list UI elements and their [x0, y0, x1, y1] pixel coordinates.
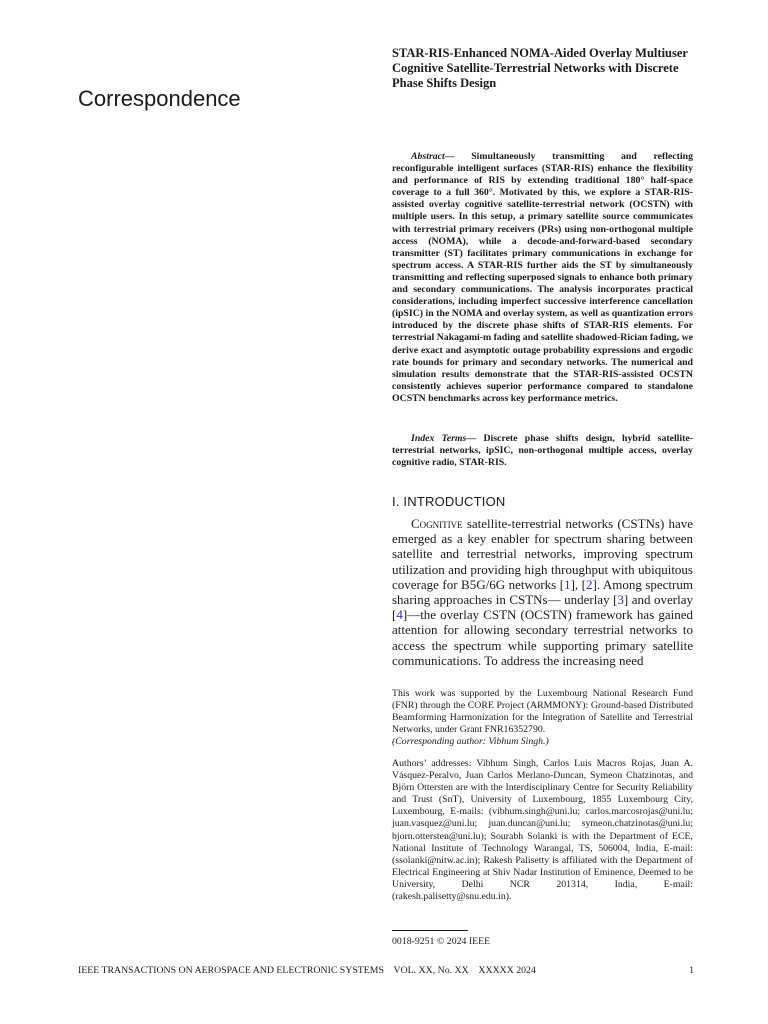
index-terms-lead: Index Terms [411, 433, 467, 444]
citation-link-3[interactable]: 3 [617, 592, 624, 608]
index-terms-text: — Discrete phase shifts design, hybrid satellite-terrestrial networks, ipSIC, non-orthogonal multiple access, overlay cognitive radio, STAR-RIS. [392, 433, 693, 469]
citation-link-1[interactable]: 1 [564, 576, 571, 592]
citation-link-2[interactable]: 2 [585, 576, 593, 592]
intro-text-3: and overlay [628, 592, 693, 608]
paper-title: STAR-RIS-Enhanced NOMA-Aided Overlay Multiuser Cognitive Satellite-Terrestrial Networks with Discrete Phase Shifts Design [392, 46, 688, 90]
funding-note [392, 688, 693, 748]
citation-link-4[interactable]: 4 [396, 607, 403, 623]
intro-text-1: satellite-terrestrial networks (CSTNs) have emerged as a key enabler for spectrum sharing between satellite and terrestrial networks, improving spectrum utilization and providing high throughput with ubiquitous coverage for B5G/6G networks [392, 516, 693, 592]
page-footer [78, 965, 694, 976]
page-number: 1 [689, 965, 694, 976]
intro-text-2: . Among spectrum sharing approaches in CSTNs— underlay [392, 576, 693, 608]
intro-first-word: Cognitive [411, 516, 463, 531]
intro-heading: I. INTRODUCTION [392, 494, 506, 509]
funding-text: This work was supported by the Luxembourg National Research Fund (FNR) through the CORE Project (ARMMONY): Ground-based Distributed Beamforming Harmonization for the Integration of Satellite and Terrestrial Networks, under Grant FNR16352790. [392, 688, 693, 736]
abstract-text: — Simultaneously transmitting and reflecting reconfigurable intelligent surfaces (STAR-RIS) enhance the flexibility and performance of RIS by extending traditional 180° half-space coverage to a full 360°. Motivated by this, we explore a STAR-RIS-assisted overlay cognitive satellite-terrestrial network (OCSTN) with multiple users. In this setup, a primary satellite source communicates with terrestrial primary receivers (PRs) using non-orthogonal multiple access (NOMA), while a decode-and-forward-based secondary transmitter (ST) facilitates primary communications in exchange for spectrum access. A STAR-RIS further aids the ST by simultaneously transmitting and reflecting superposed signals to enhance both primary and secondary communications. The analysis incorporates practical considerations, including imperfect successive interference cancellation (ipSIC) in the NOMA and overlay system, as well as quantization errors introduced by the discrete phase shifts of STAR-RIS elements. For terrestrial Nakagami-m fading and satellite shadowed-Rician fading, we derive exact and asymptotic outage probability expressions and ergodic rate bounds for primary and secondary networks. The numerical and simulation results demonstrate that the STAR-RIS-assisted OCSTN consistently achieves superior performance compared to standalone OCSTN benchmarks across key performance metrics. [392, 151, 693, 404]
copyright-line: 0018-9251 © 2024 IEEE [392, 936, 491, 947]
author-addresses: Authors’ addresses: Vibhum Singh, Carlos Luis Macros Rojas, Juan A. Vásquez-Peralvo, Juan Carlos Merlano-Duncan, Symeon Chatzinotas, and Björn Ottersten are with the Interdisciplinary Centre for Security Reliability and Trust (SnT), University of Luxembourg, 1855 Luxembourg City, Luxembourg, E-mails: (vibhum.singh@uni.lu; carlos.marcosrojas@uni.lu; juan.vasquez@uni.lu; juan.duncan@uni.lu; symeon.chatzinotas@uni.lu; bjorn.ottersten@uni.lu); Sourabh Solanki is with the Department of ECE, National Institute of Technology Warangal, TS, 506004, India, E-mail: (ssolanki@nitw.ac.in); Rakesh Palisetty is affiliated with the Department of Electrical Engineering at Shiv Nadar Institution of Eminence, Deemed to be University, Delhi NCR 201314, India, E-mail: (rakesh.palisetty@snu.edu.in). [392, 758, 693, 903]
abstract [392, 151, 693, 405]
corresponding-author: (Corresponding author: Vibhum Singh.) [392, 736, 549, 748]
journal-footer: IEEE TRANSACTIONS ON AEROSPACE AND ELECTRONIC SYSTEMS VOL. XX, No. XX XXXXX 2024 [78, 965, 536, 976]
section-label: Correspondence [78, 86, 241, 111]
intro-paragraph: Cognitive satellite-terrestrial networks (CSTNs) have emerged as a key enabler for spectrum sharing between satellite and terrestrial networks, improving spectrum utilization and providing high throughput with ubiquitous coverage for B5G/6G networks [1], [2]. Among spectrum sharing approaches in CSTNs— underlay [3] and overlay [4]—the overlay CSTN (OCSTN) framework has gained attention for allowing secondary terrestrial networks to access the spectrum while supporting primary satellite communications. To address the increasing need [392, 516, 693, 668]
footnote-rule [392, 930, 468, 931]
intro-text-4: —the overlay CSTN (OCSTN) framework has gained attention for allowing secondary terrestrial networks to access the spectrum while supporting primary satellite communications. To address the increasing need [392, 607, 693, 668]
abstract-lead: Abstract [411, 151, 445, 162]
index-terms [392, 433, 693, 469]
